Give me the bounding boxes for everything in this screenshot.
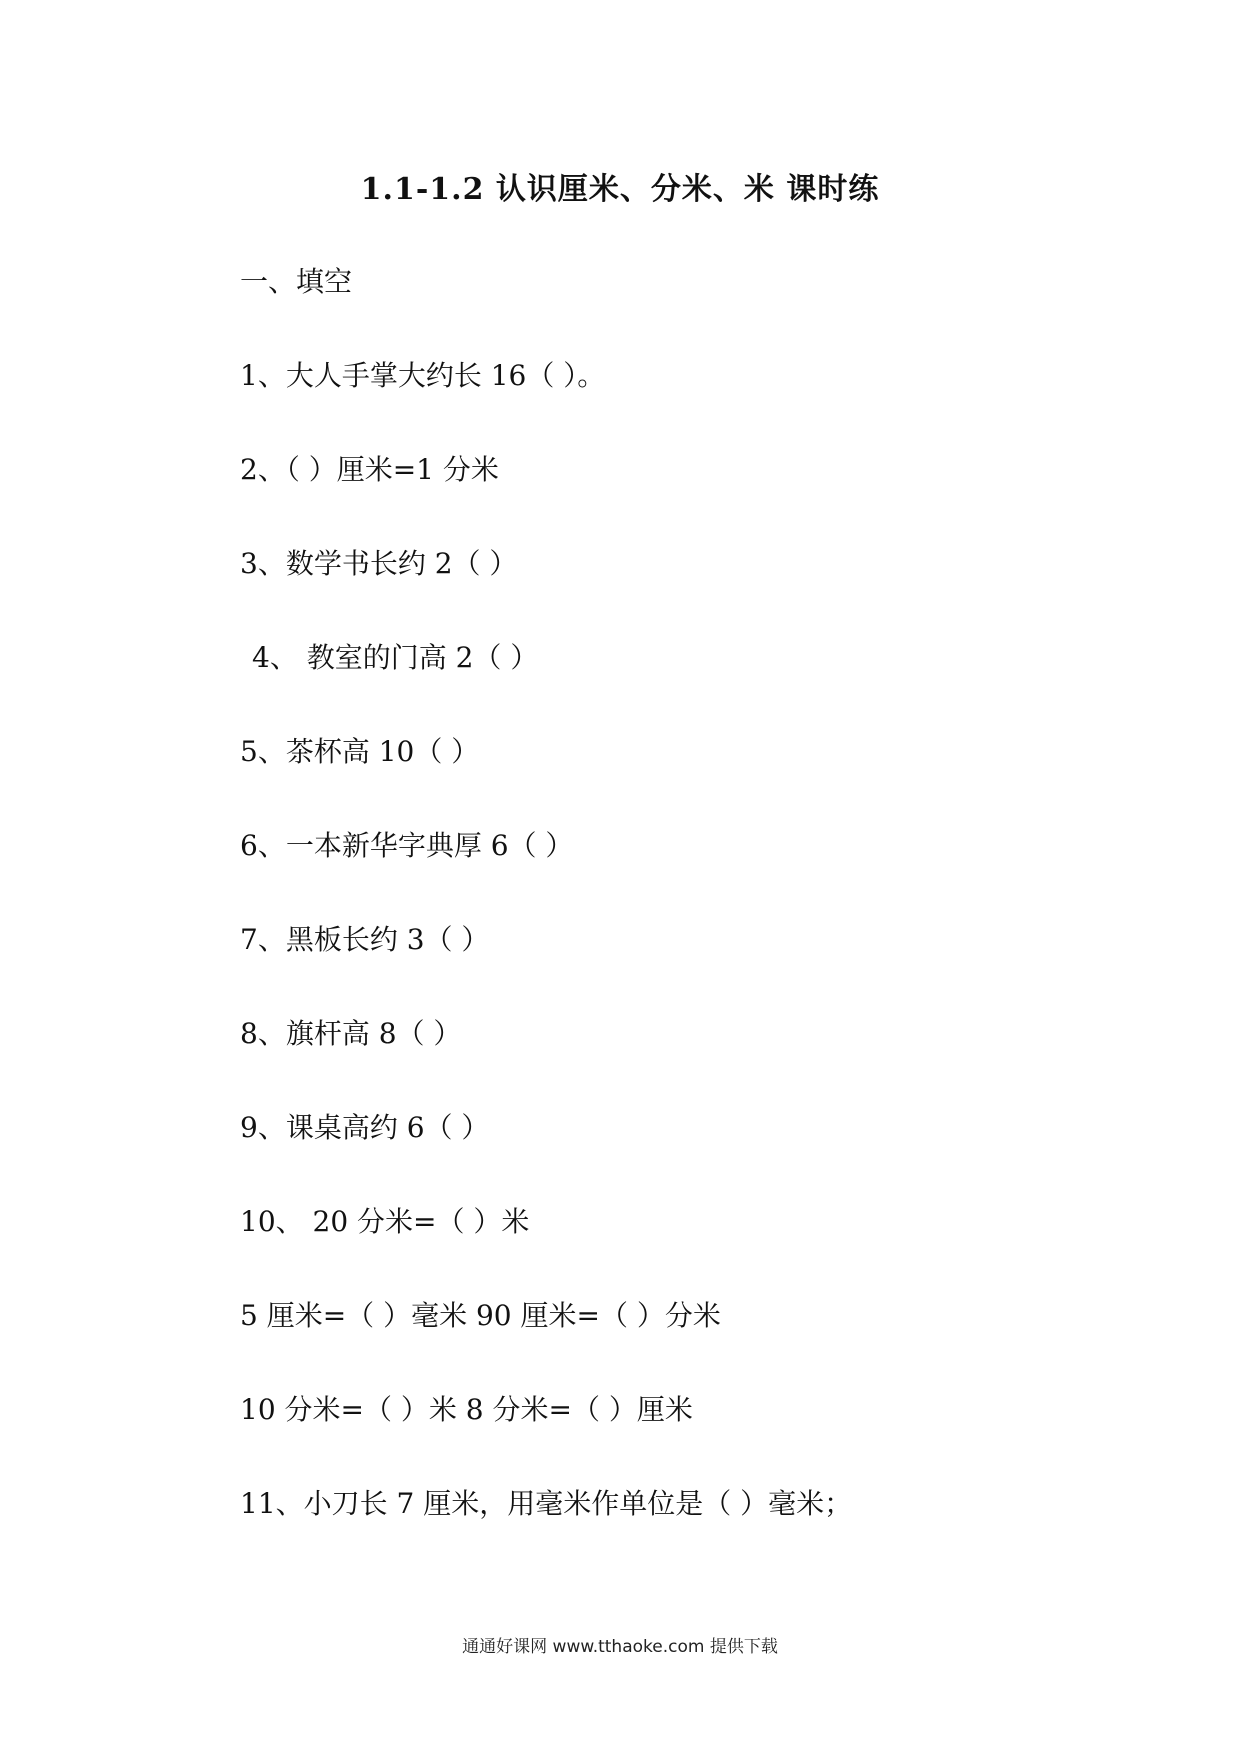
page-title: 1.1-1.2 认识厘米、分米、米 课时练 bbox=[360, 172, 880, 207]
question-10: 10、 20 分米=（ ）米 bbox=[240, 1205, 530, 1238]
question-8: 8、旗杆高 8（ ） bbox=[240, 1017, 462, 1050]
question-10-part-3: 10 分米=（ ）米 8 分米=（ ）厘米 bbox=[240, 1393, 693, 1426]
question-6: 6、一本新华字典厚 6（ ） bbox=[240, 829, 574, 862]
question-7: 7、黑板长约 3（ ） bbox=[240, 923, 490, 956]
question-2: 2、（ ）厘米=1 分米 bbox=[240, 453, 499, 486]
section-heading-fill-blank: 一、填空 bbox=[240, 265, 353, 298]
question-9: 9、课桌高约 6（ ） bbox=[240, 1111, 490, 1144]
question-1: 1、大人手掌大约长 16（ ）。 bbox=[240, 359, 606, 392]
question-5: 5、茶杯高 10（ ） bbox=[240, 735, 480, 768]
question-10-part-2: 5 厘米=（ ）毫米 90 厘米=（ ）分米 bbox=[240, 1299, 721, 1332]
question-4: 4、 教室的门高 2（ ） bbox=[252, 641, 539, 674]
page-footer: 通通好课网 www.tthaoke.com 提供下载 bbox=[462, 1637, 778, 1657]
question-3: 3、数学书长约 2（ ） bbox=[240, 547, 518, 580]
question-11: 11、小刀长 7 厘米，用毫米作单位是（ ）毫米； bbox=[240, 1487, 853, 1520]
